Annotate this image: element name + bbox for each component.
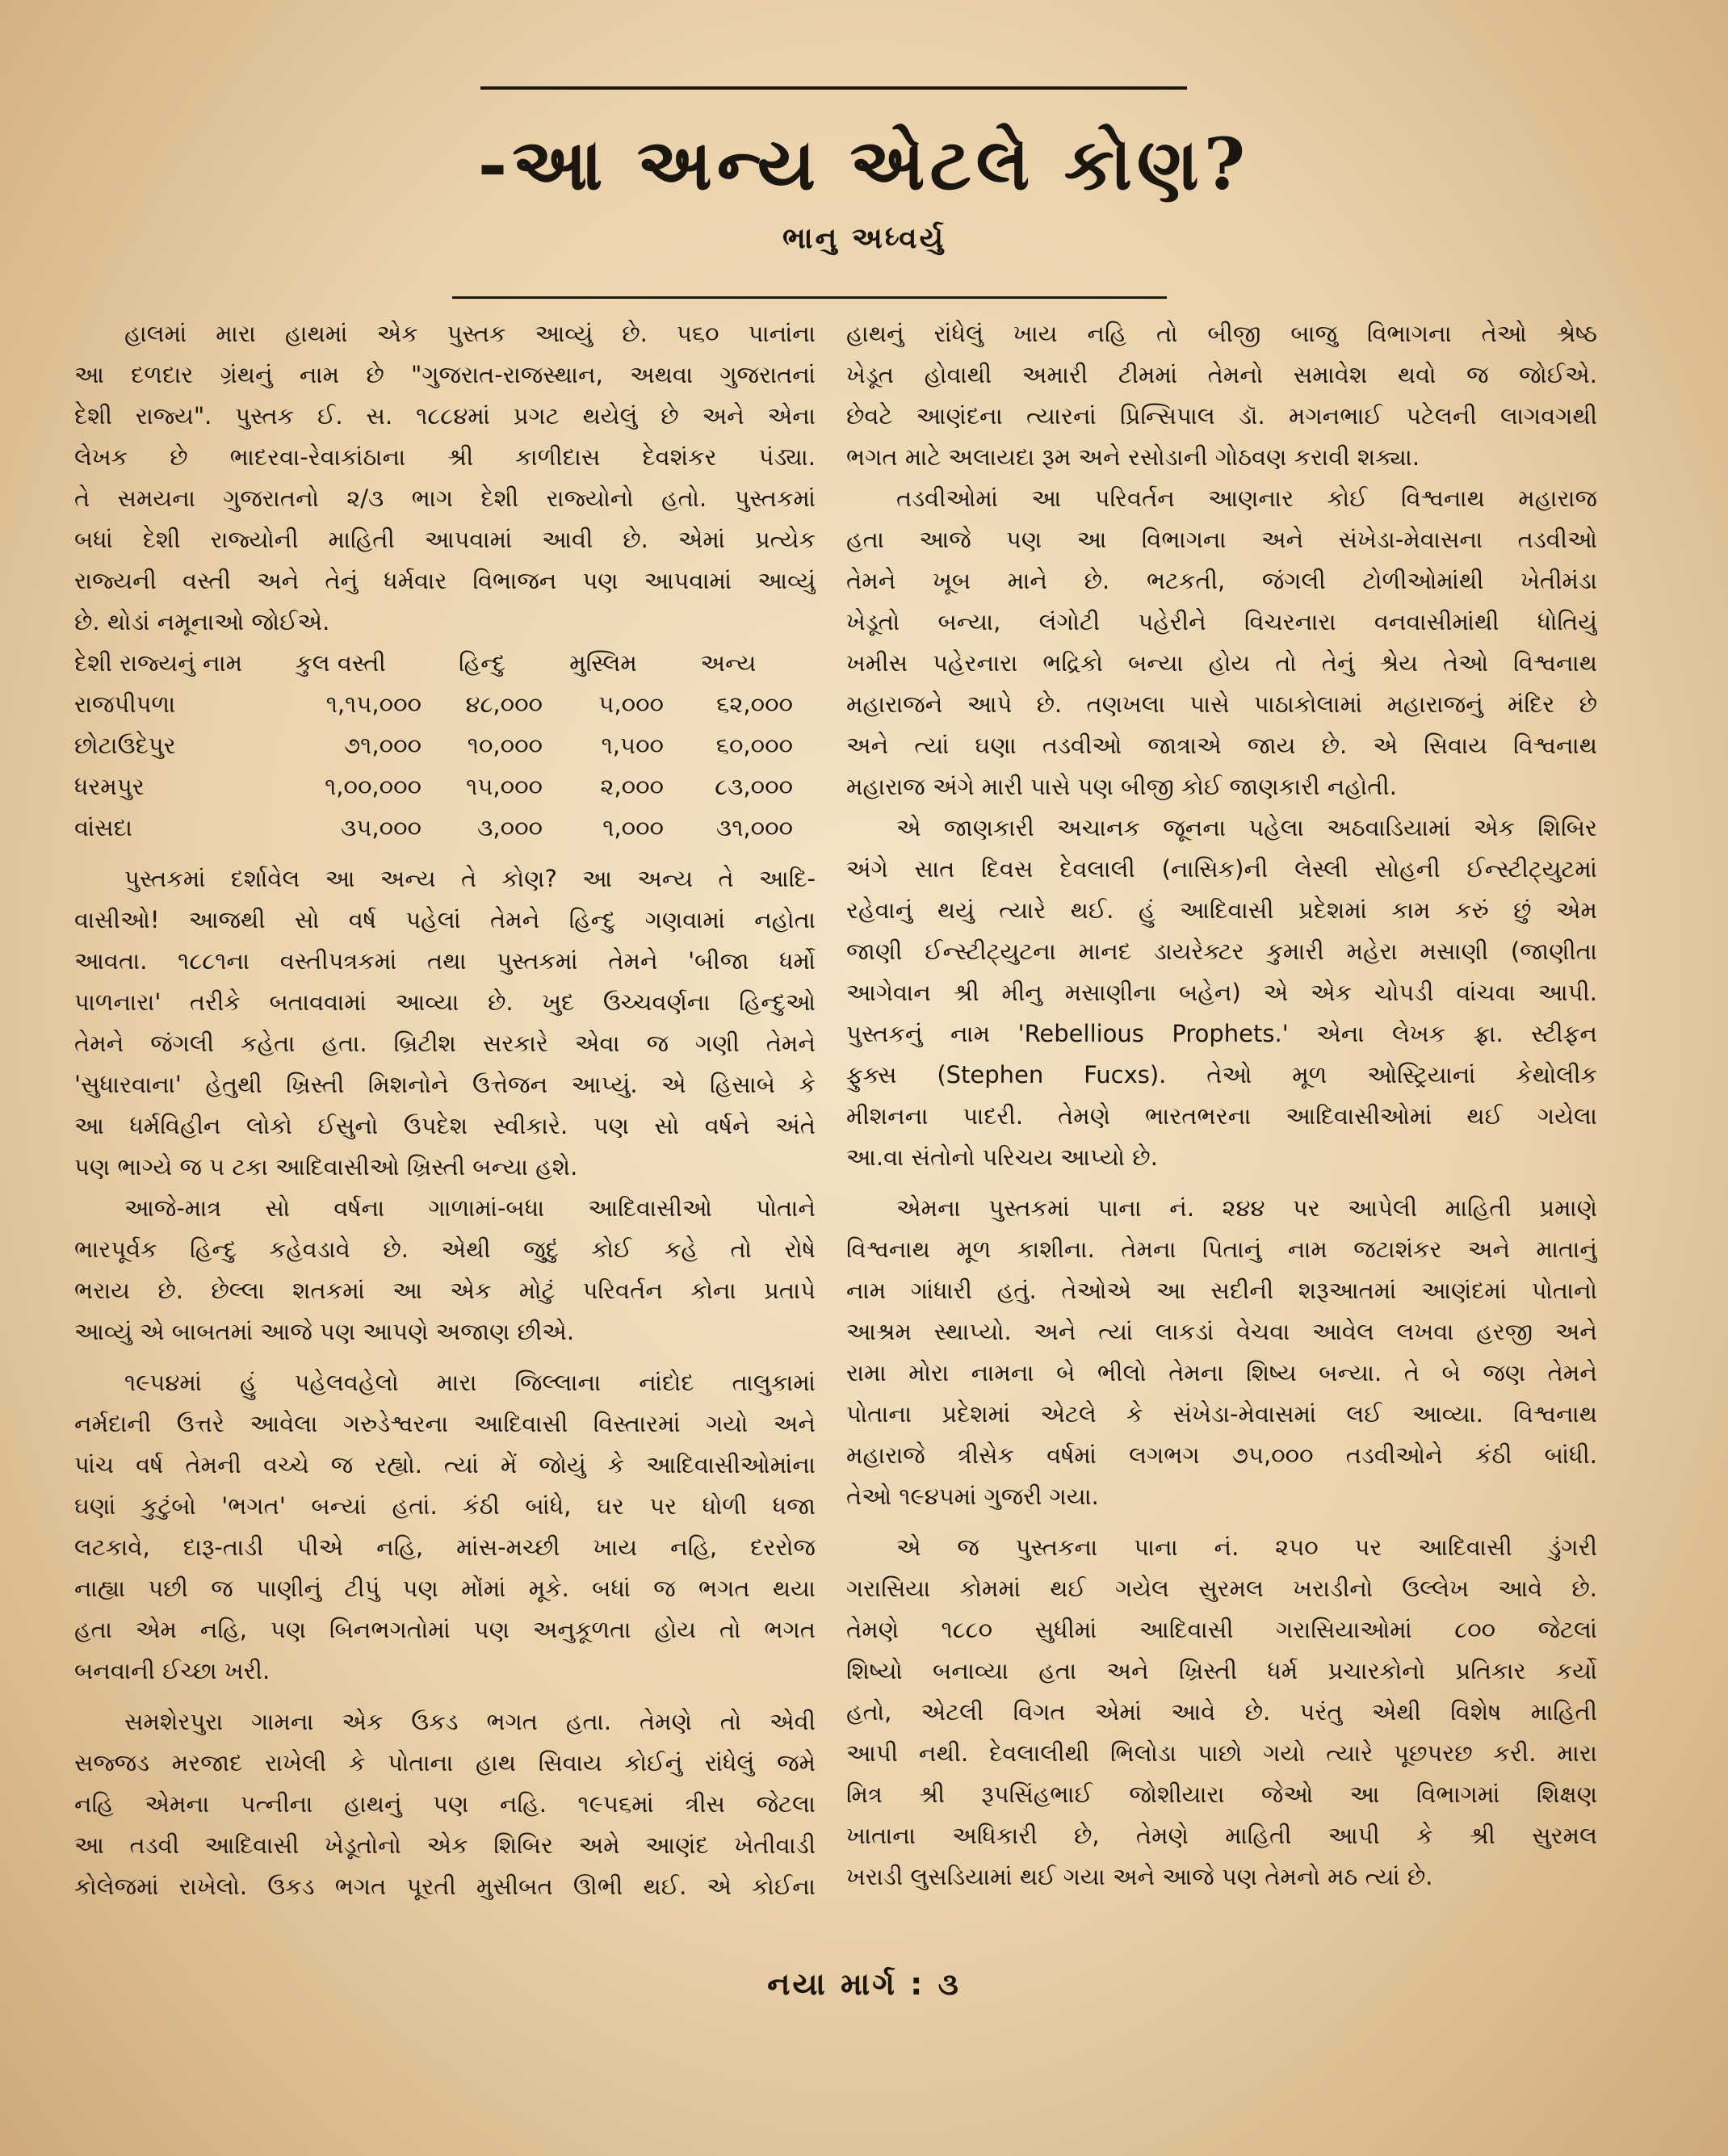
- paragraph: [846, 807, 1597, 1178]
- text-line: તેમણે ૧૮૮૦ સુધીમાં આદિવાસી ગરાસિયાઓમાં ૮૦૦ જેટલાં: [846, 1616, 1597, 1643]
- spacer: [846, 1517, 1597, 1527]
- text-line: આજે-માત્ર સો વર્ષના ગાળામાં-બધા આદિવાસીઓ પોતાને: [124, 1194, 816, 1222]
- text-line: બનવાની ઈચ્છા ખરી.: [74, 1657, 271, 1684]
- text-line: તે સમયના ગુજરાતનો ૨/૩ ભાગ દેશી રાજ્યોનો હતો. પુસ્તકમાં: [74, 484, 816, 512]
- text-line: આ ધર્મવિહીન લોકો ઈસુનો ઉપદેશ સ્વીકારે. પણ સો વર્ષને અંતે: [74, 1112, 816, 1139]
- author-byline: ભાનુ અધ્વર્યુ: [782, 222, 946, 255]
- table-cell: ૧૦,૦૦૦: [467, 732, 543, 759]
- text-line: આવતા. ૧૮૮૧ના વસ્તીપત્રકમાં તથા પુસ્તકમાં તેમને 'બીજા ધર્મો: [74, 947, 816, 975]
- text-line: હતો, એટલી વિગત એમાં આવે છે. પરંતુ એથી વિશેષ માહિતી: [846, 1698, 1597, 1726]
- text-line: આ તડવી આદિવાસી ખેડૂતોનો એક શિબિર અમે આણંદ ખેતીવાડી: [74, 1831, 816, 1859]
- text-line: તેમને ખૂબ માને છે. ભટકતી, જંગલી ટોળીઓમાંથી ખેતીમંડા: [846, 567, 1597, 594]
- paragraph: [74, 1362, 816, 1692]
- text-line: એ જ પુસ્તકના પાના નં. ૨૫૦ પર આદિવાસી ડુંગરી: [896, 1533, 1597, 1561]
- text-line: આવ્યું એ બાબતમાં આજે પણ આપણે અજાણ છીએ.: [74, 1318, 575, 1345]
- table-cell: ધરમપુર: [74, 773, 145, 800]
- spacer: [846, 1178, 1597, 1188]
- text-line: વિશ્વનાથ મૂળ કાશીના. તેમના પિતાનું નામ જટાશંકર અને માતાનું: [846, 1235, 1597, 1263]
- table-row: [74, 766, 816, 807]
- text-line: મિત્ર શ્રી રૂપસિંહભાઈ જોશીયારા જેઓ આ વિભાગમાં શિક્ષણ: [846, 1781, 1597, 1808]
- text-line: જાણી ઈન્સ્ટીટ્યુટના માનદ ડાયરેક્ટર કુમારી મહેરા મસાણી (જાણીતા: [846, 937, 1597, 965]
- text-line: નાહ્યા પછી જ પાણીનું ટીપું પણ મોંમાં મૂકે. બધાં જ ભગત થયા: [74, 1575, 816, 1602]
- table-cell: ૨,૦૦૦: [600, 773, 664, 800]
- table-row: [74, 684, 816, 725]
- table-cell: ૬૨,૦૦૦: [716, 690, 793, 718]
- text-line: આપી નથી. દેવલાલીથી ભિલોડા પાછો ગયો ત્યારે પૂછપરછ કરી. મારા: [846, 1739, 1597, 1767]
- text-line: મહારાજે ત્રીસેક વર્ષમાં લગભગ ૭૫,૦૦૦ તડવીઓને કંઠી બાંધી.: [846, 1441, 1597, 1469]
- paragraph: [74, 313, 816, 643]
- text-line: ભગત માટે અલાયદા રૂમ અને રસોડાની ગોઠવણ કરાવી શક્યા.: [846, 443, 1420, 471]
- text-line: રામા મોરા નામના બે ભીલો તેમના શિષ્ય બન્યા. તે બે જણ તેમને: [846, 1359, 1597, 1386]
- text-line: રાજ્યની વસ્તી અને તેનું ધર્મવાર વિભાજન પણ આપવામાં આવ્યું: [74, 567, 816, 594]
- spacer: [74, 1353, 816, 1362]
- text-line: હતા એમ નહિ, પણ બિનભગતોમાં પણ અનુકૂળતા હોય તો ભગત: [74, 1616, 816, 1643]
- text-line: આ દળદાર ગ્રંથનું નામ છે "ગુજરાત-રાજસ્થાન, અથવા ગુજરાતનાં: [74, 361, 816, 388]
- text-line: સમશેરપુરા ગામના એક ઉકડ ભગત હતા. તેમણે તો એવી: [124, 1708, 816, 1735]
- table-cell: ૧૫,૦૦૦: [466, 773, 543, 800]
- table-cell: ૫,૦૦૦: [598, 690, 664, 718]
- table-row: [74, 807, 816, 849]
- left-column: [74, 313, 816, 1907]
- text-line: કોલેજમાં રાખેલો. ઉકડ ભગત પૂરતી મુસીબત ઊભી થઈ. એ કોઈના: [74, 1873, 816, 1900]
- text-line: ખરાડી લુસડિયામાં થઈ ગયા અને આજે પણ તેમનો મઠ ત્યાં છે.: [846, 1863, 1433, 1890]
- text-line: વાસીઓ! આજથી સો વર્ષ પહેલાં તેમને હિન્દુ ગણવામાં નહોતા: [74, 906, 816, 933]
- text-line: પુસ્તકનું નામ 'Rebellious Prophets.' એના લેખક ફ્રા. સ્ટીફન: [846, 1020, 1597, 1047]
- text-line: આશ્રમ સ્થાપ્યો. અને ત્યાં લાકડાં વેચવા આવેલ લખવા હરજી અને: [846, 1318, 1597, 1345]
- text-line: આગેવાન શ્રી મીનુ મસાણીના બહેન) એ એક ચોપડી વાંચવા આપી.: [846, 979, 1597, 1006]
- text-line: પોતાના પ્રદેશમાં એટલે કે સંખેડા-મેવાસમાં લઈ આવ્યા. વિશ્વનાથ: [846, 1400, 1597, 1428]
- text-line: નામ ગાંધારી હતું. તેઓએ આ સદીની શરૂઆતમાં આણંદમાં પોતાનો: [846, 1277, 1597, 1304]
- text-line: નર્મદાની ઉત્તરે આવેલા ગરુડેશ્વરના આદિવાસી વિસ્તારમાં ગયો અને: [74, 1410, 816, 1437]
- text-line: તેઓ ૧૯૪૫માં ગુજરી ગયા.: [846, 1483, 1099, 1510]
- text-line: આ.વા સંતોનો પરિચય આપ્યો છે.: [846, 1143, 1158, 1171]
- text-line: મહારાજને આપે છે. તણખલા પાસે પાઠાકોલામાં મહારાજનું મંદિર છે: [846, 690, 1597, 718]
- table-cell: ૧,૫૦૦: [601, 732, 664, 759]
- table-cell: ૩૫,૦૦૦: [341, 814, 422, 841]
- text-line: નહિ એમના પત્નીના હાથનું પણ નહિ. ૧૯૫૬માં ત્રીસ જેટલા: [74, 1790, 816, 1818]
- table-header-cell: મુસ્લિમ: [569, 649, 637, 677]
- text-line: ખેડૂતો બન્યા, લંગોટી પહેરીને વિચરનારા વનવાસીમાંથી ધોતિયું: [846, 608, 1597, 635]
- text-line: મીશનના પાદરી. તેમણે ભારતભરના આદિવાસીઓમાં થઈ ગયેલા: [846, 1102, 1597, 1130]
- spacer: [74, 849, 816, 858]
- article-title: -આ અન્ય એટલે કોણ?: [477, 122, 1251, 206]
- text-line: એમના પુસ્તકમાં પાના નં. ૨૪૪ પર આપેલી માહિતી પ્રમાણે: [896, 1194, 1597, 1222]
- text-line: પણ ભાગ્યે જ ૫ ટકા આદિવાસીઓ ખ્રિસ્તી બન્યા હશે.: [74, 1153, 578, 1181]
- text-line: ભારપૂર્વક હિન્દુ કહેવડાવે છે. એથી જુદું કોઈ કહે તો રોષે: [74, 1235, 816, 1263]
- page-footer: નયા માર્ગ : ૩: [767, 1966, 961, 2002]
- table-cell: ૩૧,૦૦૦: [715, 814, 793, 841]
- table-cell: ૧,૦૦૦: [602, 814, 664, 841]
- paragraph: [846, 478, 1597, 807]
- text-line: 'સુધારવાના' હેતુથી ખ્રિસ્તી મિશનોને ઉત્તેજન આપ્યું. એ હિસાબે કે: [74, 1071, 816, 1098]
- text-line: ગરાસિયા કોમમાં થઈ ગયેલ સુરમલ ખરાડીનો ઉલ્લેખ આવે છે.: [846, 1575, 1597, 1602]
- text-line: ઘણાં કુટુંબો 'ભગત' બન્યાં હતાં. કંઠી બાંધે, ઘર પર ધોળી ધજા: [74, 1492, 816, 1520]
- table-cell: ૩,૦૦૦: [477, 814, 543, 841]
- table-cell: ૧,૦૦,૦૦૦: [325, 773, 422, 800]
- text-line: અને ત્યાં ઘણા તડવીઓ જાત્રાએ જાય છે. એ સિવાય વિશ્વનાથ: [846, 732, 1597, 759]
- paragraph: [846, 1188, 1597, 1517]
- text-line: હતા આજે પણ આ વિભાગના અને સંખેડા-મેવાસના તડવીઓ: [846, 526, 1597, 553]
- table-cell: રાજપીપળા: [74, 690, 176, 718]
- text-line: પાંચ વર્ષ તેમની વચ્ચે જ રહ્યો. ત્યાં મેં જોયું કે આદિવાસીઓમાંના: [74, 1451, 816, 1479]
- table-cell: વાંસદા: [74, 814, 132, 841]
- table-cell: છોટાઉદેપુર: [74, 732, 176, 759]
- top-rule: [480, 86, 1187, 90]
- text-line: દેશી રાજ્ય". પુસ્તક ઈ. સ. ૧૮૮૪માં પ્રગટ થયેલું છે અને એના: [74, 402, 816, 430]
- text-line: તેમને જંગલી કહેતા હતા. બ્રિટીશ સરકારે એવા જ ગણી તેમને: [74, 1030, 816, 1057]
- text-line: એ જાણકારી અચાનક જૂનના પહેલા અઠવાડિયામાં એક શિબિર: [896, 814, 1597, 841]
- text-line: બધાં દેશી રાજ્યોની માહિતી આપવામાં આવી છે. એમાં પ્રત્યેક: [74, 526, 816, 553]
- text-line: પાળનારા' તરીકે બતાવવામાં આવ્યા છે. ખુદ ઉચ્ચવર્ણના હિન્દુઓ: [74, 988, 816, 1016]
- table-cell: ૬૦,૦૦૦: [715, 732, 793, 759]
- text-line: લટકાવે, દારૂ-તાડી પીએ નહિ, માંસ-મચ્છી ખાય નહિ, દરરોજ: [74, 1533, 816, 1561]
- table-header-cell: અન્ય: [700, 649, 757, 677]
- paragraph: [74, 1701, 816, 1907]
- text-line: મહારાજ અંગે મારી પાસે પણ બીજી કોઈ જાણકારી નહોતી.: [846, 773, 1397, 800]
- text-line: ખાતાના અધિકારી છે, તેમણે માહિતી આપી કે શ્રી સુરમલ: [846, 1822, 1597, 1849]
- text-line: ૧૯૫૪માં હું પહેલવહેલો મારા જિલ્લાના નાંદોદ તાલુકામાં: [124, 1369, 816, 1396]
- paragraph: [846, 313, 1597, 478]
- paragraph: [74, 1188, 816, 1353]
- table-cell: ૭૧,૦૦૦: [344, 732, 422, 759]
- text-line: સજ્જડ મરજાદ રાખેલી કે પોતાના હાથ સિવાય કોઈનું રાંધેલું જમે: [74, 1749, 816, 1776]
- table-cell: ૮૩,૦૦૦: [715, 773, 793, 800]
- text-line: ખેડૂત હોવાથી અમારી ટીમમાં તેમનો સમાવેશ થવો જ જોઈએ.: [846, 361, 1597, 388]
- text-line: છે. થોડાં નમૂનાઓ જોઈએ.: [74, 608, 330, 635]
- table-header-cell: દેશી રાજ્યનું નામ: [74, 649, 243, 677]
- text-line: અંગે સાત દિવસ દેવલાલી (નાસિક)ની લેસ્લી સોહની ઈન્સ્ટીટ્યુટમાં: [846, 855, 1597, 883]
- header-divider: [452, 296, 1167, 299]
- table-cell: ૪૮,૦૦૦: [465, 690, 543, 718]
- text-line: પુસ્તકમાં દર્શાવેલ આ અન્ય તે કોણ? આ અન્ય તે આદિ-: [124, 865, 816, 892]
- population-table: [74, 643, 816, 849]
- text-line: તડવીઓમાં આ પરિવર્તન આણનાર કોઈ વિશ્વનાથ મહારાજ: [896, 484, 1597, 512]
- text-line: ખમીસ પહેરનારા ભદ્રિકો બન્યા હોય તો તેનું શ્રેય તેઓ વિશ્વનાથ: [846, 649, 1597, 677]
- text-line: હાથનું રાંધેલું ખાય નહિ તો બીજી બાજુ વિભાગના તેઓ શ્રેષ્ઠ: [846, 320, 1597, 347]
- table-header-row: [74, 643, 816, 684]
- table-header-cell: હિન્દુ: [459, 649, 505, 677]
- text-line: ભરાય છે. છેલ્લા શતકમાં આ એક મોટું પરિવર્તન કોના પ્રતાપે: [74, 1277, 816, 1304]
- table-cell: ૧,૧૫,૦૦૦: [325, 690, 422, 718]
- right-column: [846, 313, 1597, 1898]
- spacer: [74, 1692, 816, 1701]
- text-line: છેવટે આણંદના ત્યારનાં પ્રિન્સિપાલ ડૉ. મગનભાઈ પટેલની લાગવગથી: [846, 402, 1597, 430]
- text-line: રહેવાનું થયું ત્યારે થઈ. હું આદિવાસી પ્રદેશમાં કામ કરું છું એમ: [846, 896, 1597, 924]
- table-header-cell: કુલ વસ્તી: [296, 649, 386, 677]
- text-line: શિષ્યો બનાવ્યા હતા અને ખ્રિસ્તી ધર્મ પ્રચારકોનો પ્રતિકાર કર્યો: [846, 1657, 1597, 1684]
- table-row: [74, 725, 816, 766]
- paragraph: [74, 858, 816, 1188]
- text-line: ફુક્સ (Stephen Fucxs). તેઓ મૂળ ઓસ્ટ્રિયાનાં કેથોલીક: [846, 1061, 1597, 1088]
- text-line: લેખક છે ભાદરવા-રેવાકાંઠાના શ્રી કાળીદાસ દેવશંકર પંડ્યા.: [74, 443, 816, 471]
- paragraph: [846, 1527, 1597, 1898]
- text-line: હાલમાં મારા હાથમાં એક પુસ્તક આવ્યું છે. ૫૬૦ પાનાંના: [124, 320, 816, 347]
